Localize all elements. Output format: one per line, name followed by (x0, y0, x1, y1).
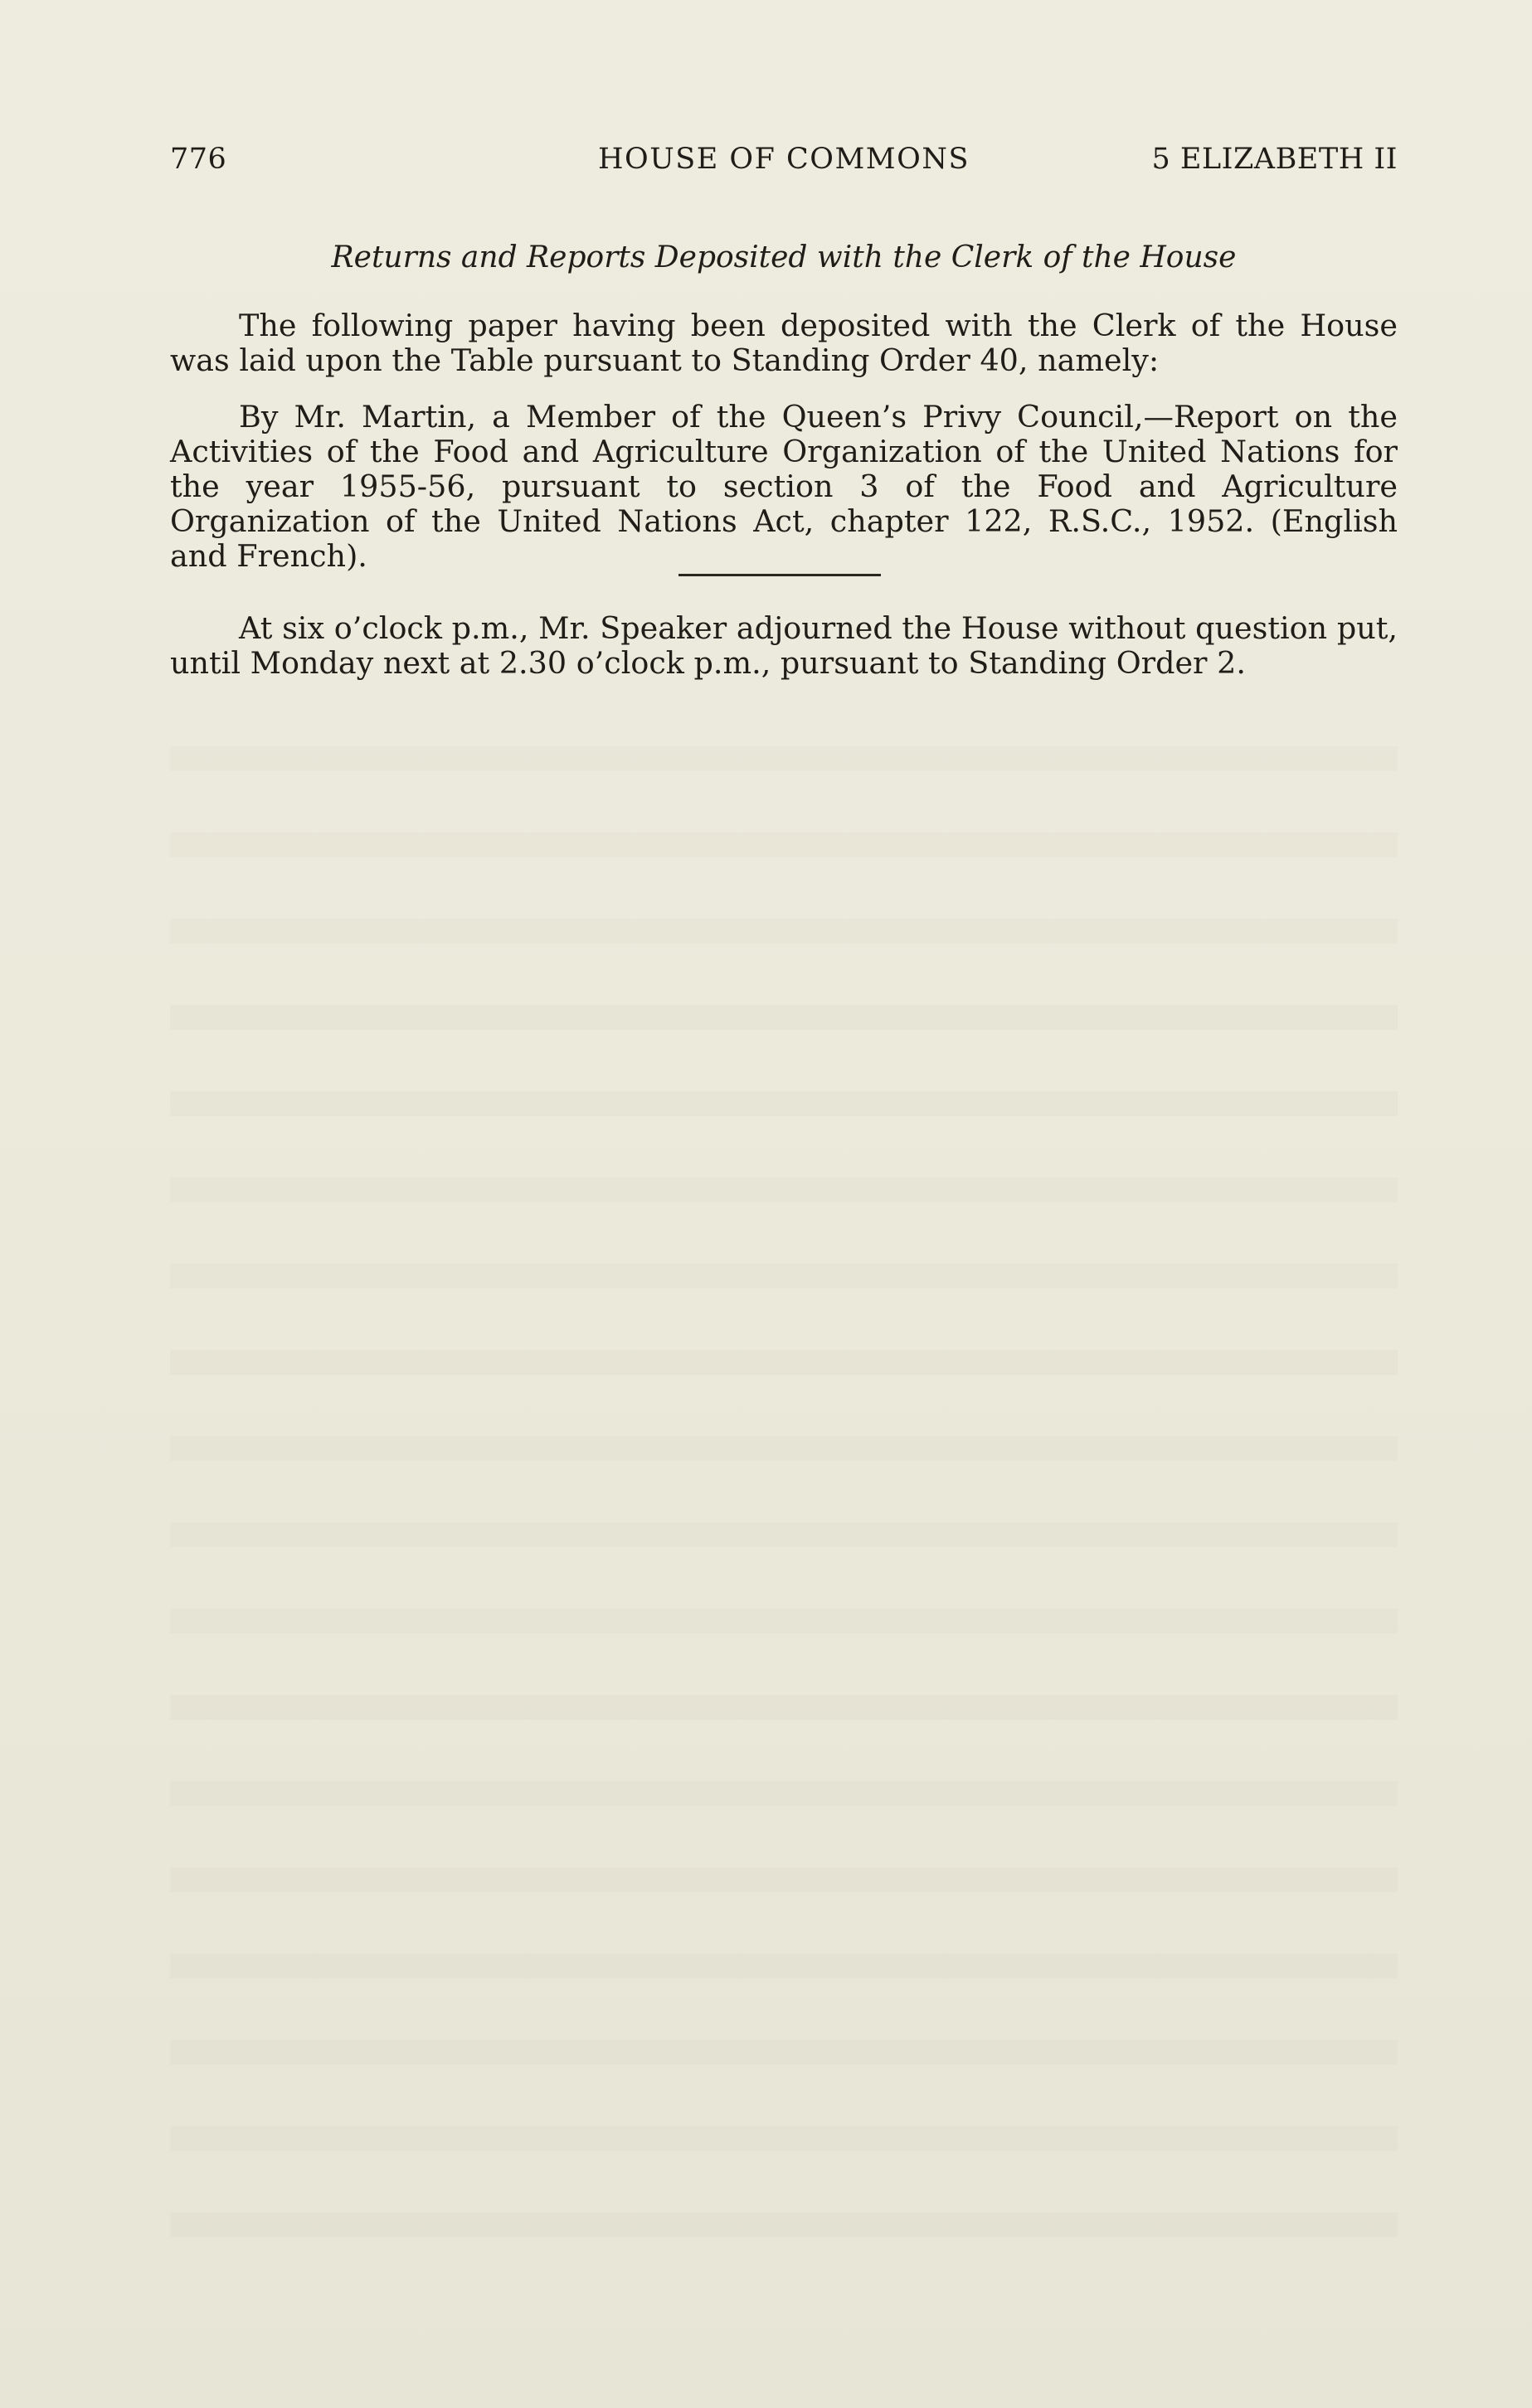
section-heading: Returns and Reports Deposited with the Clerk of the House (331, 240, 1237, 274)
bleed-through-texture (170, 746, 1398, 2239)
section-divider (678, 574, 881, 576)
adjournment-paragraph: At six o’clock p.m., Mr. Speaker adjourned the House without question put, until Monday next at 2.30 o’clock p.m., pursuant to Standing Order 2. (170, 610, 1398, 681)
page-number: 776 (170, 143, 227, 176)
report-paragraph: By Mr. Martin, a Member of the Queen’s Privy Council,—Report on the Activities of the Food and Agriculture Organization of the United Nations for the year 1955-56, pursuant to section 3 of the Food and Agriculture Organization of the United Nations Act, chapter 122, R.S.C., 1952. (English and French). (170, 399, 1398, 574)
regnal-year: 5 ELIZABETH II (1151, 143, 1398, 176)
page-header (170, 143, 1398, 184)
intro-paragraph: The following paper having been deposited with the Clerk of the House was laid upon the Table pursuant to Standing Order 40, namely: (170, 308, 1398, 378)
running-title: HOUSE OF COMMONS (598, 143, 970, 176)
